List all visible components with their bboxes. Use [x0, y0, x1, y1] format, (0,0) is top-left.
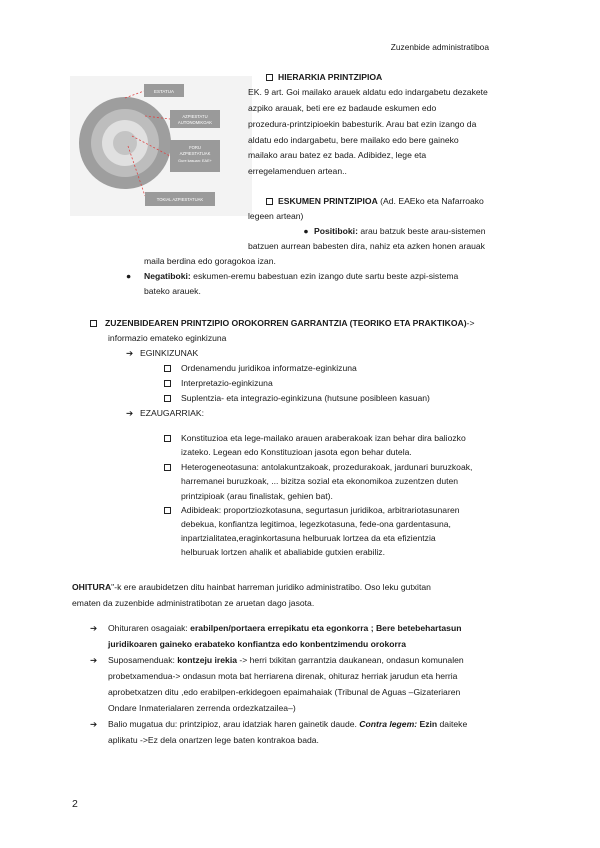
ezaugarri-line: inpartzialitatea,eraginkortasuna helburuak lortzea da eta efizientzia: [181, 533, 436, 543]
hierarkia-line: azpiko arauak, beti ere ez badaude eskumen edo: [248, 103, 437, 113]
eginkizun-item: Suplentzia- eta integrazio-eginkizuna (hutsune posibleen kasuan): [164, 391, 430, 405]
diagram-label-foru: FORU: [189, 145, 201, 150]
svg-text:AUTONOMIKOAK: AUTONOMIKOAK: [177, 120, 213, 125]
ezaugarri-item: Adibideak: proportziozkotasuna, segurtasun juridikoa, arbitrariotasunaren: [164, 503, 460, 517]
checkbox-bullet-icon: [164, 464, 171, 471]
ohitura-intro: OHITURA"-k ere araubidetzen ditu hainbat harreman juridiko administratibo. Oso leku gutxitan: [72, 582, 431, 592]
checkbox-bullet-icon: [90, 320, 97, 327]
bullet-icon: ●: [126, 271, 132, 281]
hierarkia-heading: HIERARKIA PRINTZIPIOA: [266, 70, 382, 84]
checkbox-bullet-icon: [164, 435, 171, 442]
hierarkia-line: prozedura-printzipioekin babesturik. Arau bat ezin izango da: [248, 119, 477, 129]
ezaugarri-line: izateko. Legean edo Konstituzioan jasota egon behar dutela.: [181, 447, 412, 457]
orokor-line: informazio emateko eginkizuna: [108, 333, 227, 343]
negatiboki-line: bateko arauek.: [144, 286, 201, 296]
diagram-label-estatua: ESTATUA: [153, 89, 175, 94]
ohitura-bullet-line: juridikoaren gaineko erabateko konfiantza edo konbentzimendu orokorra: [108, 639, 406, 649]
ohitura-intro-line: ematen da zuzenbide administratibotan ze aruetan dago jasota.: [72, 598, 315, 608]
svg-text:AZPIESTATUAK: AZPIESTATUAK: [179, 151, 211, 156]
ohitura-bullet: ➔ Suposamenduak: kontzeju irekia -> herri txikitan garrantzia daukanean, ondasun komunalen: [90, 653, 464, 667]
diagram-ring-inner: [113, 131, 137, 155]
bullet-icon: ●: [303, 226, 309, 236]
ohitura-bullet-line: probetxamendua-> ondasun mota bat herriarena direnak, ohituraz herriak jarudun eta herria: [108, 671, 458, 681]
page-number: 2: [72, 798, 78, 810]
diagram-label-autonomikoak: AZPIESTATU: [182, 114, 208, 119]
checkbox-bullet-icon: [164, 395, 171, 402]
ezaugarri-line: helburuak lortzen ahalik et abaliabide gutxien erabiliz.: [181, 547, 385, 557]
hierarkia-line: mailako arau batez ez bada. Adibidez, lege eta: [248, 150, 427, 160]
eginkizun-item: Ordenamendu juridikoa informatze-eginkizuna: [164, 361, 357, 375]
checkbox-bullet-icon: [266, 198, 273, 205]
eginkizunak-heading: ➔ EGINKIZUNAK: [126, 346, 198, 360]
ohitura-bullet: ➔ Balio mugatua du: printzipioz, arau idatziak haren gainetik daude. Contra legem: Ezin daiteke: [90, 717, 467, 731]
arrow-icon: ➔: [90, 623, 98, 633]
arrow-icon: ➔: [126, 408, 134, 418]
ezaugarri-line: debekua, konfiantza legitimoa, legezkotasuna, fede-ona gardentasuna,: [181, 519, 451, 529]
diagram-label-eae: Gure kasuan: EAE+: [178, 159, 212, 163]
arrow-icon: ➔: [126, 348, 134, 358]
eskumen-heading: ESKUMEN PRINTZIPIOA (Ad. EAEko eta Nafarroako: [266, 194, 484, 208]
diagram-box-autonomikoak: [170, 110, 220, 128]
positiboki-item: ● Positiboki: arau batzuk beste arau-sistemen: [298, 224, 485, 238]
negatiboki-item: ● Negatiboki: eskumen-eremu babestuan ezin izango dute sartu beste azpi-sistema: [126, 269, 458, 283]
eginkizun-item: Interpretazio-eginkizuna: [164, 376, 273, 390]
checkbox-bullet-icon: [164, 380, 171, 387]
checkbox-bullet-icon: [164, 507, 171, 514]
checkbox-bullet-icon: [266, 74, 273, 81]
arrow-icon: ➔: [90, 655, 98, 665]
hierarkia-line: EK. 9 art. Goi mailako arauek aldatu edo indargabetu dezakete: [248, 87, 488, 97]
eskumen-line: legeen artean): [248, 211, 304, 221]
ohitura-bullet: ➔ Ohituraren osagaiak: erabilpen/portaera errepikatu eta egonkorra ; Bere betebehartasun: [90, 621, 461, 635]
checkbox-bullet-icon: [164, 365, 171, 372]
positiboki-line: batzuen aurrean babesten dira, nahiz eta azken honen arauak: [248, 241, 485, 251]
hierarkia-line: erregelamenduen artean..: [248, 166, 347, 176]
diagram-label-tokial: TOKIAL AZPIESTATUAK: [156, 197, 204, 202]
orokor-heading: ZUZENBIDEAREN PRINTZIPIO OROKORREN GARRANTZIA (TEORIKO ETA PRAKTIKOA)->: [90, 316, 474, 330]
ezaugarri-line: printzipioak (arau finalistak, gehien bat).: [181, 491, 333, 501]
hierarkia-line: aldatu edo indargabetu, bere mailako edo bere gaineko: [248, 135, 459, 145]
ezaugarriak-heading: ➔ EZAUGARRIAK:: [126, 406, 204, 420]
arrow-icon: ➔: [90, 719, 98, 729]
hierarchy-diagram: [70, 76, 252, 216]
ohitura-bullet-line: aprobetxatzen ditu ,edo erabilpen-erkidegoen epaimahaiak (Tribunal de Aguas –Gizateriaren: [108, 687, 461, 697]
running-header: Zuzenbide administratiboa: [390, 42, 489, 52]
ezaugarri-item: Konstituzioa eta lege-mailako arauen araberakoak izan behar dira baliozko: [164, 431, 466, 445]
ezaugarri-item: Heterogeneotasuna: antolakuntzakoak, prozedurakoak, jardunari buruzkoak,: [164, 460, 472, 474]
ezaugarri-line: harremanei buruzkoak, ... bizitza sozial eta ekonomikoa zuzentzen duten: [181, 476, 459, 486]
ohitura-bullet-line: aplikatu ->Ez dela onartzen lege baten kontrakoa bada.: [108, 735, 319, 745]
positiboki-line: maila berdina edo goragokoa izan.: [144, 256, 276, 266]
ohitura-bullet-line: Ondare Inmaterialaren zerrenda ordezkatzailea–): [108, 703, 296, 713]
